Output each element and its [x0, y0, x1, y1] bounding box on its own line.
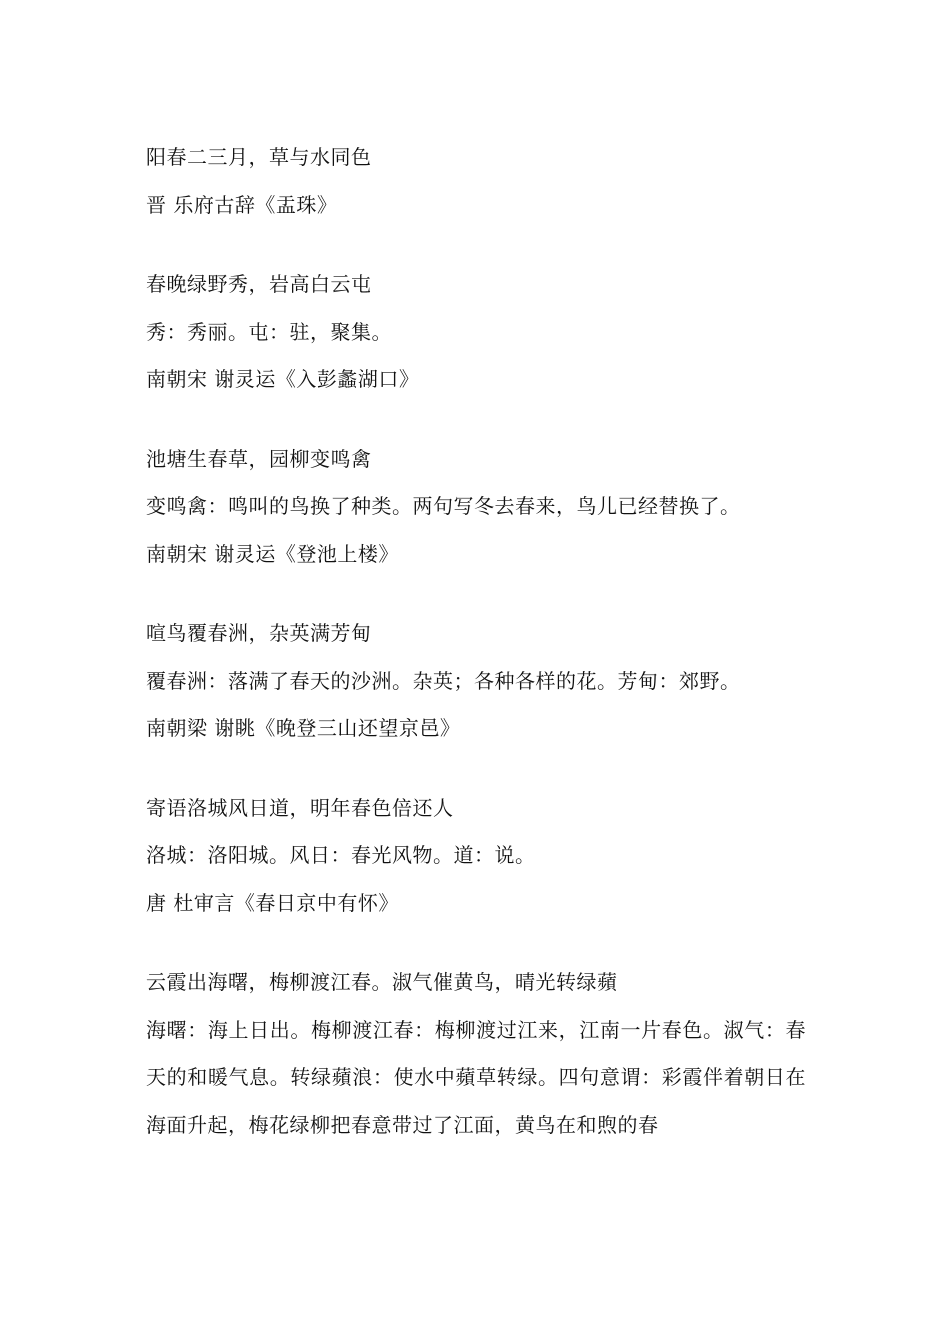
verse-line: 寄语洛城风日道，明年春色倍还人	[146, 795, 454, 820]
note-paragraph: 海曙：海上日出。梅柳渡江春：梅柳渡过江来，江南一片春色。淑气：春天的和暖气息。转绿蘋浪：使水中蘋草转绿。四句意谓：彩霞伴着朝日在海面升起，梅花绿柳把春意带过了江面，黄鸟在和煦的春	[146, 1017, 806, 1137]
source-line: 晋 乐府古辞《盂珠》	[146, 192, 338, 217]
source-line: 南朝宋 谢灵运《登池上楼》	[146, 541, 399, 566]
document-body	[146, 134, 806, 1181]
poem-entry	[146, 785, 806, 928]
verse-line: 云霞出海曙，梅柳渡江春。淑气催黄鸟，晴光转绿蘋	[146, 970, 618, 994]
verse-line: 春晚绿野秀，岩高白云屯	[146, 272, 372, 296]
poem-entry	[146, 261, 806, 404]
note-line: 覆春洲：落满了春天的沙洲。杂英；各种各样的花。芳甸：郊野。	[146, 668, 741, 693]
verse-line: 阳春二三月，草与水同色	[146, 145, 372, 169]
poem-entry	[146, 436, 806, 579]
poem-entry	[146, 610, 806, 753]
source-line: 唐 杜审言《春日京中有怀》	[146, 890, 399, 915]
note-line: 洛城：洛阳城。风日：春光风物。道：说。	[146, 843, 536, 867]
note-line: 变鸣禽：鸣叫的鸟换了种类。两句写冬去春来，鸟儿已经替换了。	[146, 494, 741, 518]
note-line: 秀：秀丽。屯：驻，聚集。	[146, 319, 392, 344]
poem-entry	[146, 959, 806, 1149]
verse-line: 池塘生春草，园柳变鸣禽	[146, 446, 372, 471]
source-line: 南朝宋 谢灵运《入彭蠡湖口》	[146, 367, 420, 391]
poem-entry	[146, 134, 806, 229]
source-line: 南朝梁 谢眺《晚登三山还望京邑》	[146, 716, 461, 740]
verse-line: 喧鸟覆春洲，杂英满芳甸	[146, 621, 372, 645]
